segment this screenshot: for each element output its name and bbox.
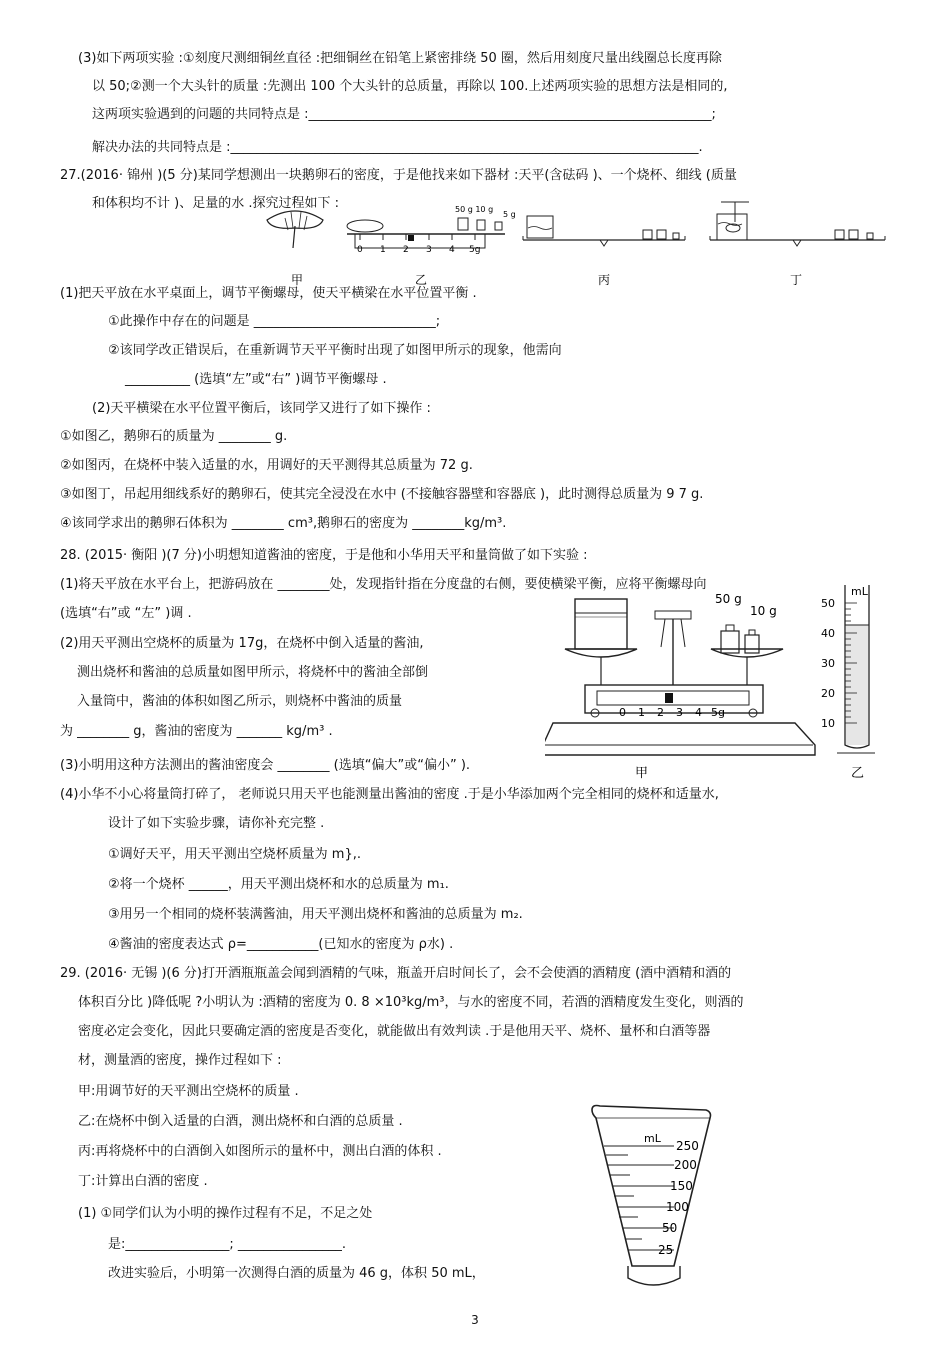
pointer-scale-figure <box>267 211 323 248</box>
cylinder-tick-label: 10 <box>821 717 835 730</box>
text-line: ②该同学改正错误后，在重新调节天平平衡时出现了如图甲所示的现象，他需向 <box>108 343 562 358</box>
text-line: ①如图乙，鹅卵石的质量为 ________ g. <box>60 429 288 444</box>
text-line: (3)如下两项实验 :①刻度尺测细铜丝直径 :把细铜丝在铅笔上紧密排绕 50 圈，然后用刻度尺量出线圈总长度再除 <box>78 51 722 66</box>
text-line: ①此操作中存在的问题是 ____________________________; <box>108 314 441 329</box>
figure-label: 乙 <box>851 766 865 780</box>
text-line: 丁:计算出白酒的密度 . <box>78 1174 208 1189</box>
text-line: 设计了如下实验步骤，请你补充完整 . <box>108 816 325 831</box>
scale-tick-label: 4 <box>449 245 455 255</box>
text-line: ②将一个烧杯 ______，用天平测出烧杯和水的总质量为 m₁. <box>108 877 449 892</box>
text-line: 和体积均不计 )、足量的水 .探究过程如下 : <box>92 196 339 211</box>
text-line: 是:________________; ________________. <box>108 1237 347 1252</box>
text-line: ①调好天平，用天平测出空烧杯质量为 m},. <box>108 847 361 862</box>
scale-tick-label: 5g <box>711 706 725 719</box>
balance-c-figure <box>523 216 685 287</box>
figure-label: 甲 <box>635 766 649 780</box>
cup-unit: mL <box>644 1132 661 1145</box>
scale-tick-label: 2 <box>657 706 664 719</box>
text-line: 密度必定会变化，因此只要确定酒的密度是否变化，就能做出有效判读 .于是他用天平、烧杯、量杯和白酒等器 <box>78 1024 711 1039</box>
cup-tick-label: 150 <box>670 1179 693 1193</box>
figure-label: 丙 <box>598 273 611 287</box>
scale-tick-label: 0 <box>619 706 626 719</box>
cup-tick-label: 50 <box>662 1221 678 1235</box>
figure-label: 丁 <box>790 273 803 287</box>
text-line: (1) ①同学们认为小明的操作过程有不足，不足之处 <box>78 1206 373 1221</box>
cylinder-tick-label: 30 <box>821 657 835 670</box>
question-28: 28. (2015· 衡阳 )(7 分)小明想知道酱油的密度，于是他和小华用天平和量筒做了如下实验 : <box>60 548 588 563</box>
text-line: 解决办法的共同特点是 :________________________________________________________________________. <box>92 140 703 155</box>
text-line: ③用另一个相同的烧杯装满酱油，用天平测出烧杯和酱油的总质量为 m₂. <box>108 907 523 922</box>
cup-tick-label: 250 <box>676 1139 699 1153</box>
text-line: 体积百分比 )降低呢 ?小明认为 :酒精的密度为 0. 8 ×10³kg/m³，与水的密度不同，若酒的酒精度发生变化，则酒的 <box>78 995 744 1010</box>
text-line: 以 50;②测一个大头针的质量 :先测出 100 个大头针的总质量，再除以 100.上述两项实验的思想方法是相同的, <box>92 79 728 94</box>
weight-50g-label: 50 g <box>715 592 742 606</box>
text-line: (2)用天平测出空烧杯的质量为 17g，在烧杯中倒入适量的酱油, <box>60 636 424 651</box>
scale-tick-label: 5g <box>469 245 481 255</box>
text-line: (1)把天平放在水平桌面上，调节平衡螺母，使天平横梁在水平位置平衡 . <box>60 286 477 301</box>
cylinder-tick-label: 20 <box>821 687 835 700</box>
figure-28-balance <box>545 585 875 780</box>
text-line: 这两项实验遇到的问题的共同特点是 :______________________________________________________________; <box>92 107 716 122</box>
text-line: (选填“右”或 “左” )调 . <box>60 606 192 621</box>
question-29: 29. (2016· 无锡 )(6 分)打开酒瓶瓶盖会闻到酒精的气味，瓶盖开启时间长了，会不会使酒的酒精度 (酒中酒精和酒的 <box>60 966 732 981</box>
weight-5-label: 5 g <box>503 210 516 219</box>
text-line: ④该同学求出的鹅卵石体积为 ________ cm³,鹅卵石的密度为 ________kg/m³. <box>60 516 507 531</box>
cylinder-tick-label: 40 <box>821 627 835 640</box>
balance-b-figure <box>347 205 516 255</box>
text-line: 材，测量酒的密度，操作过程如下 : <box>78 1053 282 1068</box>
balance-d-figure <box>710 202 885 287</box>
text-line: (1)将天平放在水平台上，把游码放在 ________处，发现指针指在分度盘的右侧，要使横梁平衡，应将平衡螺母向 <box>60 577 707 592</box>
text-line: 改进实验后，小明第一次测得白酒的质量为 46 g，体积 50 mL， <box>108 1266 485 1281</box>
text-line: ③如图丁，吊起用细线系好的鹅卵石，使其完全浸没在水中 (不接触容器壁和容器底 )，此时测得总质量为 9 7 g. <box>60 487 704 502</box>
text-line: 测出烧杯和酱油的总质量如图甲所示，将烧杯中的酱油全部倒 <box>77 665 429 680</box>
page-number: 3 <box>471 1313 479 1327</box>
scale-tick-label: 3 <box>426 245 432 255</box>
figure-27-balances <box>255 200 895 292</box>
weights-label: 50 g 10 g <box>455 205 494 214</box>
text-line: __________ (选填“左”或“右” )调节平衡螺母 . <box>125 372 387 387</box>
question-27: 27.(2016· 锦州 )(5 分)某同学想测出一块鹅卵石的密度，于是他找来如下器材 :天平(含砝码 )、一个烧杯、细线 (质量 <box>60 168 737 183</box>
figure-29-measuring-cup <box>588 1100 718 1295</box>
cup-tick-label: 200 <box>674 1158 697 1172</box>
text-line: (3)小明用这种方法测出的酱油密度会 ________ (选填“偏大”或“偏小” ). <box>60 758 471 773</box>
text-line: ④酱油的密度表达式 ρ=___________(已知水的密度为 ρ水) . <box>108 937 454 952</box>
scale-tick-label: 1 <box>638 706 645 719</box>
scale-tick-label: 3 <box>676 706 683 719</box>
weight-10g-label: 10 g <box>750 604 777 618</box>
text-line: 丙:再将烧杯中的白酒倒入如图所示的量杯中，测出白酒的体积 . <box>78 1144 442 1159</box>
text-line: 甲:用调节好的天平测出空烧杯的质量 . <box>78 1084 299 1099</box>
cylinder-tick-label: 50 <box>821 597 835 610</box>
text-line: ②如图丙，在烧杯中装入适量的水，用调好的天平测得其总质量为 72 g. <box>60 458 473 473</box>
scale-tick-label: 4 <box>695 706 702 719</box>
text-line: (4)小华不小心将量筒打碎了， 老师说只用天平也能测量出酱油的密度 .于是小华添加两个完全相同的烧杯和适量水, <box>60 787 719 802</box>
text-line: 乙:在烧杯中倒入适量的白酒，测出烧杯和白酒的总质量 . <box>78 1114 403 1129</box>
cup-tick-label: 100 <box>666 1200 689 1214</box>
scale-tick-label: 0 <box>357 245 363 255</box>
scale-tick-label: 2 <box>403 245 409 255</box>
cylinder-unit: mL <box>851 585 868 598</box>
text-line: 为 ________ g，酱油的密度为 _______ kg/m³ . <box>60 724 333 739</box>
text-line: 入量筒中，酱油的体积如图乙所示，则烧杯中酱油的质量 <box>77 694 403 709</box>
text-line: (2)天平横梁在水平位置平衡后，该同学又进行了如下操作 : <box>92 401 431 416</box>
cup-tick-label: 25 <box>658 1243 674 1257</box>
figure-label: 甲 <box>291 273 304 287</box>
scale-tick-label: 1 <box>380 245 386 255</box>
figure-label: 乙 <box>415 273 428 287</box>
